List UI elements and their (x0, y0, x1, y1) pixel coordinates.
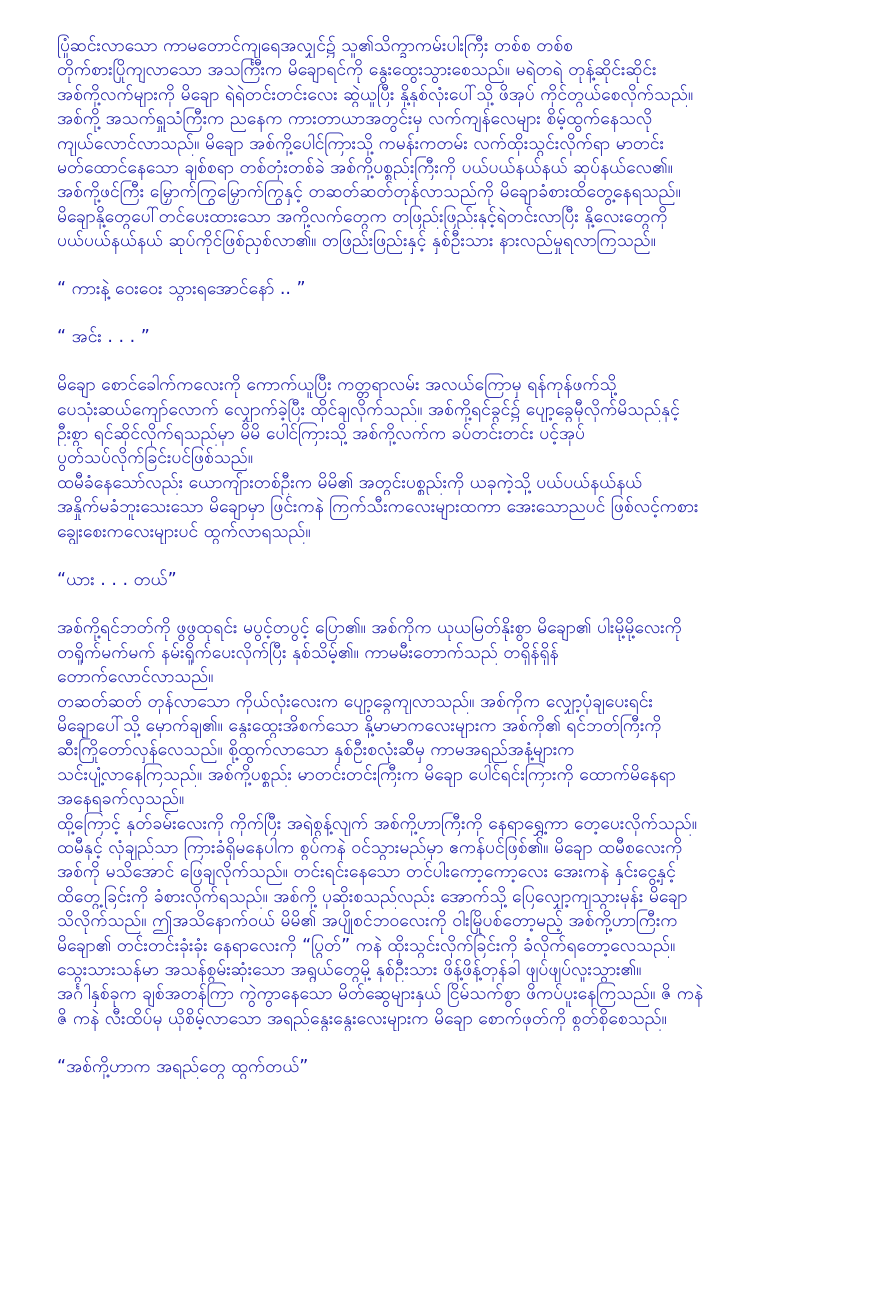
dialogue-line (57, 325, 837, 349)
text-line: သွေးသားသန်မာ အသန်စွမ်းဆုံးသော အရွယ်တွေမို့ နှစ်ဦးသား ဖိန့်ဖိန့်တုန်ခါ ဖျပ်ဖျပ်လူးသွား၏။ (57, 959, 642, 980)
paragraph (57, 616, 837, 1031)
text-line: သင်းပျံ့လာနေကြသည်။ အစ်ကို့ပစ္စည်း မာတင်းတင်းကြီးက မိချော ပေါင်ရင်းကြားကို ထောက်မိနေရာ (57, 764, 676, 785)
spacer (57, 1031, 837, 1055)
text-line: သိလိုက်သည်။ ဤအသိနောက်ဝယ် မိမိ၏ အပျိုစင်ဘဝလေးကို ဝါးမြိုပစ်တော့မည့် အစ်ကို့ဟာကြီးက (57, 911, 678, 932)
spacer (57, 592, 837, 616)
text-line: အစ်ကို့ရင်ဘတ်ကို ဖွဖွထုရင်း မပွင့်တပွင့် ပြော၏။ အစ်ကိုက ယုယမြတ်နိုးစွာ မိချော၏ ပါးမို့မို့လေးကို (57, 618, 682, 639)
text-line: တောက်လောင်လာသည်။ (57, 667, 214, 688)
dialogue-text: “ ကားနဲ့ ဝေးဝေး သွားရအောင်နော် .. ” (57, 278, 306, 299)
paragraph (57, 34, 837, 254)
dialogue-line (57, 277, 837, 301)
dialogue-text: “ အင်း . . . ” (57, 326, 150, 347)
text-line: ထို့ကြောင့် နုတ်ခမ်းလေးကို ကိုက်ပြီး အရဲစွန့်လျက် အစ်ကို့ဟာကြီးကို နေရာရွှေ့ကာ တေ့ပေးလိုက်သည်။ (57, 813, 697, 834)
spacer (57, 544, 837, 568)
text-line: မိချောနို့တွေပေါ်တင်ပေးထားသော အကို့လက်တွေက တဖြည်းဖြည်းနှင့်ရဲတင်းလာပြီး နို့လေးတွေကို (57, 206, 668, 227)
text-line: ထမီခံနေသော်လည်း ယောကျ်ားတစ်ဦးက မိမိ၏ အတွင်းပစ္စည်းကို ယခုကဲ့သို့ ပယ်ပယ်နယ်နယ် (57, 472, 643, 493)
text-line: ပယ်ပယ်နယ်နယ် ဆုပ်ကိုင်ဖြစ်ညှစ်လာ၏။ တဖြည်းဖြည်းနှင့် နှစ်ဦးသား နားလည်မှုရလာကြသည်။ (57, 231, 656, 252)
paragraph (57, 373, 837, 544)
text-line: ဦးစွာ ရင်ဆိုင်လိုက်ရသည်မှာ မိမိ ပေါင်ကြားသို့ အစ်ကို့လက်က ခပ်တင်းတင်း ပင့်အုပ် (57, 424, 586, 445)
spacer (57, 254, 837, 277)
dialogue-text: “ယား . . . တယ်” (57, 570, 177, 591)
spacer (57, 301, 837, 325)
text-line: ပွတ်သပ်လိုက်ခြင်းပင်ဖြစ်သည်။ (57, 448, 253, 469)
text-line: တရှိုက်မက်မက် နမ်းရှိုက်ပေးလိုက်ပြီး နှစ်သိမ့်၏။ ကာမမီးတောက်သည် တရှိန်ရှိန် (57, 642, 559, 663)
text-line: မတ်ထောင်နေသော ချစ်စရာ တစ်တုံးတစ်ခဲ အစ်ကို့ပစ္စည်းကြီးကို ပယ်ပယ်နယ်နယ် ဆုပ်နယ်လေ၏။ (57, 157, 673, 178)
text-line: ထမီနှင့် လုံချည်သာ ကြားခံရှိမနေပါက စွပ်ကနဲ ဝင်သွားမည်မှာ ဧကန်ပင်ဖြစ်၏။ မိချော ထမီစလေးကို (57, 837, 683, 858)
text-line: အင်္ဂါနှစ်ခုက ချစ်အတန်ကြာ ကွဲကွာနေသော မိတ်ဆွေများနှယ် ငြိမ်သက်စွာ ဖိကပ်ပူးနေကြသည်။ ဇိ ကနဲ (57, 984, 704, 1005)
text-line: တဆတ်ဆတ် တုန်လာသော ကိုယ်လုံးလေးက ပျော့ခွေကျလာသည်။ အစ်ကိုက လျှော့ပုံချပေးရင်း (57, 691, 653, 712)
text-line: ပေသုံးဆယ်ကျော်လောက် လျှောက်ခဲ့ပြီး ထိုင်ချလိုက်သည်။ အစ်ကို့ရင်ခွင်၌ ပျော့ခွေမှီလိုက်မိသည်နှင့် (57, 399, 680, 420)
text-line: ထိတွေ့ခြင်းကို ခံစားလိုက်ရသည်။ အစ်ကို့ ပုဆိုးစသည်လည်း အောက်သို့ ပြေလျှော့ကျသွားမှန်း မိချော (57, 886, 688, 907)
text-line: ချွေးစေးကလေးများပင် ထွက်လာရသည်။ (57, 521, 311, 542)
text-line: မိချော စောင်ခေါက်ကလေးကို ကောက်ယူပြီး ကတ္တရာလမ်း အလယ်ကြောမှ ရန်ကုန်ဖက်သို့ (57, 375, 617, 396)
text-line: တိုက်စားပြိုကျလာသော အသင်္ကြီးက မိချောရင်ကို နွေးထွေးသွားစေသည်။ မရဲတရဲ တုန့်ဆိုင်းဆိုင်း (57, 60, 657, 81)
text-line: မိချော၏ တင်းတင်းခုံးခုံး နေရာလေးကို “ပြွတ်” ကနဲ ထိုးသွင်းလိုက်ခြင်းကို ခံလိုက်ရတော့လေသည်။ (57, 935, 676, 956)
text-line: အစ်ကို့ဖင်ကြီး မြှောက်ကြွမြှောက်ကြွနှင့် တဆတ်ဆတ်တုန်လာသည်ကို မိချောခံစားထိတွေ့နေရသည်။ (57, 182, 681, 203)
text-line: ဆီးကြိုတော်လှန်လေသည်။ စို့ထွက်လာသော နှစ်ဦးစလုံးဆီမှ ကာမအရည်အနံ့များက (57, 740, 575, 761)
spacer (57, 349, 837, 373)
page-text (57, 34, 837, 1079)
dialogue-line (57, 1055, 837, 1079)
text-line: ပြုံဆင်းလာသော ကာမတောင်ကျရေအလျှင်၌ သူ၏သိက္ခာကမ်းပါးကြီး တစ်စ တစ်စ (57, 36, 574, 56)
text-line: ဇိ ကနဲ လီးထိပ်မှ ယိုစိမ့်လာသော အရည်နွေးနွေးလေးများက မိချော စောက်ဖုတ်ကို စွတ်စိုစေသည်။ (57, 1008, 667, 1029)
text-line: အနေရခက်လှသည်။ (57, 789, 185, 810)
text-line: အစ်ကို့လက်များကို မိချော ရဲရဲတင်းတင်းလေး ဆွဲယူပြီး နို့နှစ်လုံးပေါ်သို့ ဖိအုပ် ကိုင်တွယ်စေလိုက်သည်။ (57, 84, 694, 105)
dialogue-line (57, 568, 837, 592)
text-line: အစ်ကို့ အသက်ရှူသံကြီးက ညနေက ကားတာယာအတွင်းမှ လက်ကျန်လေများ စိမ့်ထွက်နေသလို (57, 109, 653, 130)
text-line: မိချောပေါ်သို့ မှောက်ချ၏။ နွေးထွေးအိစက်သော နို့မာမာကလေးများက အစ်ကို၏ ရင်ဘတ်ကြီးကို (57, 715, 662, 736)
dialogue-text: “အစ်ကို့ဟာက အရည်တွေ ထွက်တယ်” (57, 1057, 309, 1078)
text-line: အနှိုက်မခံဘူးသေးသော မိချောမှာ ဖြင်းကနဲ ကြက်သီးကလေးများထကာ အေးသောညပင် ဖြစ်လင့်ကစား (57, 497, 699, 518)
text-line: ကျယ်လောင်လာသည်။ မိချော အစ်ကို့ပေါင်ကြားသို့ ကမန်းကတမ်း လက်ထိုးသွင်းလိုက်ရာ မာတင်း (57, 133, 665, 154)
text-line: အစ်ကို မသိအောင် ဖြေချလိုက်သည်။ တင်းရင်းနေသော တင်ပါးကော့ကော့လေး အေးကနဲ နှင်းငွေ့နှင့် (57, 862, 676, 883)
